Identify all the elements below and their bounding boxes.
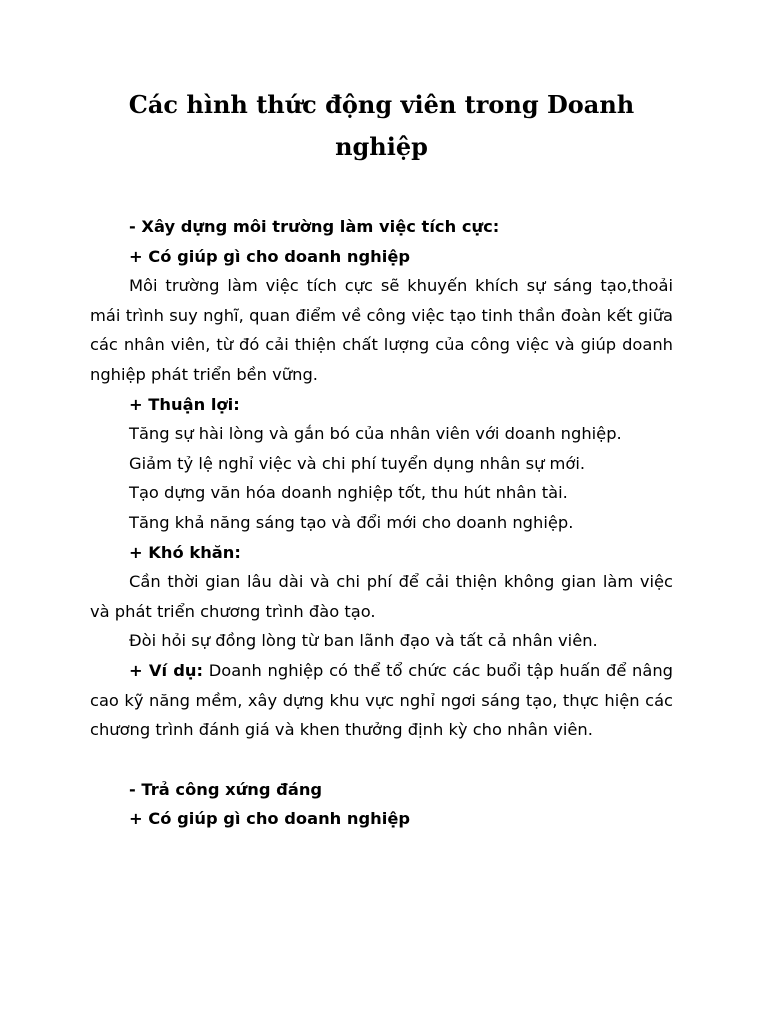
section-heading: - Trả công xứng đáng	[129, 779, 323, 799]
advantage-item: Tăng khả năng sáng tạo và đổi mới cho doanh nghiệp.	[129, 512, 574, 532]
difficulty-item: Cần thời gian lâu dài và chi phí để cải thiện không gian làm việc và phát triển chương trình đào tạo.	[90, 572, 673, 621]
benefit-label: + Có giúp gì cho doanh nghiệp	[129, 246, 411, 266]
benefit-label: + Có giúp gì cho doanh nghiệp	[129, 809, 411, 829]
advantage-item: Tạo dựng văn hóa doanh nghiệp tốt, thu hút nhân tài.	[129, 483, 568, 503]
spacer	[90, 168, 673, 212]
advantage-item: Tăng sự hài lòng và gắn bó của nhân viên với doanh nghiệp.	[129, 424, 622, 444]
spacer	[90, 745, 673, 775]
example-label: + Ví dụ:	[129, 660, 203, 680]
difficulties-label: + Khó khăn:	[129, 542, 241, 562]
document-title: Các hình thức động viên trong Doanh nghiệp	[128, 90, 635, 161]
advantages-label: + Thuận lợi:	[129, 394, 240, 414]
advantage-item: Giảm tỷ lệ nghỉ việc và chi phí tuyển dụng nhân sự mới.	[129, 453, 586, 473]
section-heading: - Xây dựng môi trường làm việc tích cực:	[129, 217, 500, 236]
example-paragraph	[90, 656, 673, 745]
difficulty-item: Đòi hỏi sự đồng lòng từ ban lãnh đạo và tất cả nhân viên.	[129, 631, 598, 651]
example-text: Doanh nghiệp có thể tổ chức các buổi tập huấn để nâng cao kỹ năng mềm, xây dựng khu vực nghỉ ngơi sáng tạo, thực hiện các chương trình đánh giá và khen thưởng định kỳ cho nhân viên.	[90, 660, 673, 740]
benefit-paragraph: Môi trường làm việc tích cực sẽ khuyến khích sự sáng tạo,thoải mái trình suy nghĩ, quan điểm về công việc tạo tinh thần đoàn kết giữa các nhân viên, từ đó cải thiện chất lượng của công việc và giúp doanh nghiệp phát triển bền vững.	[90, 276, 673, 384]
